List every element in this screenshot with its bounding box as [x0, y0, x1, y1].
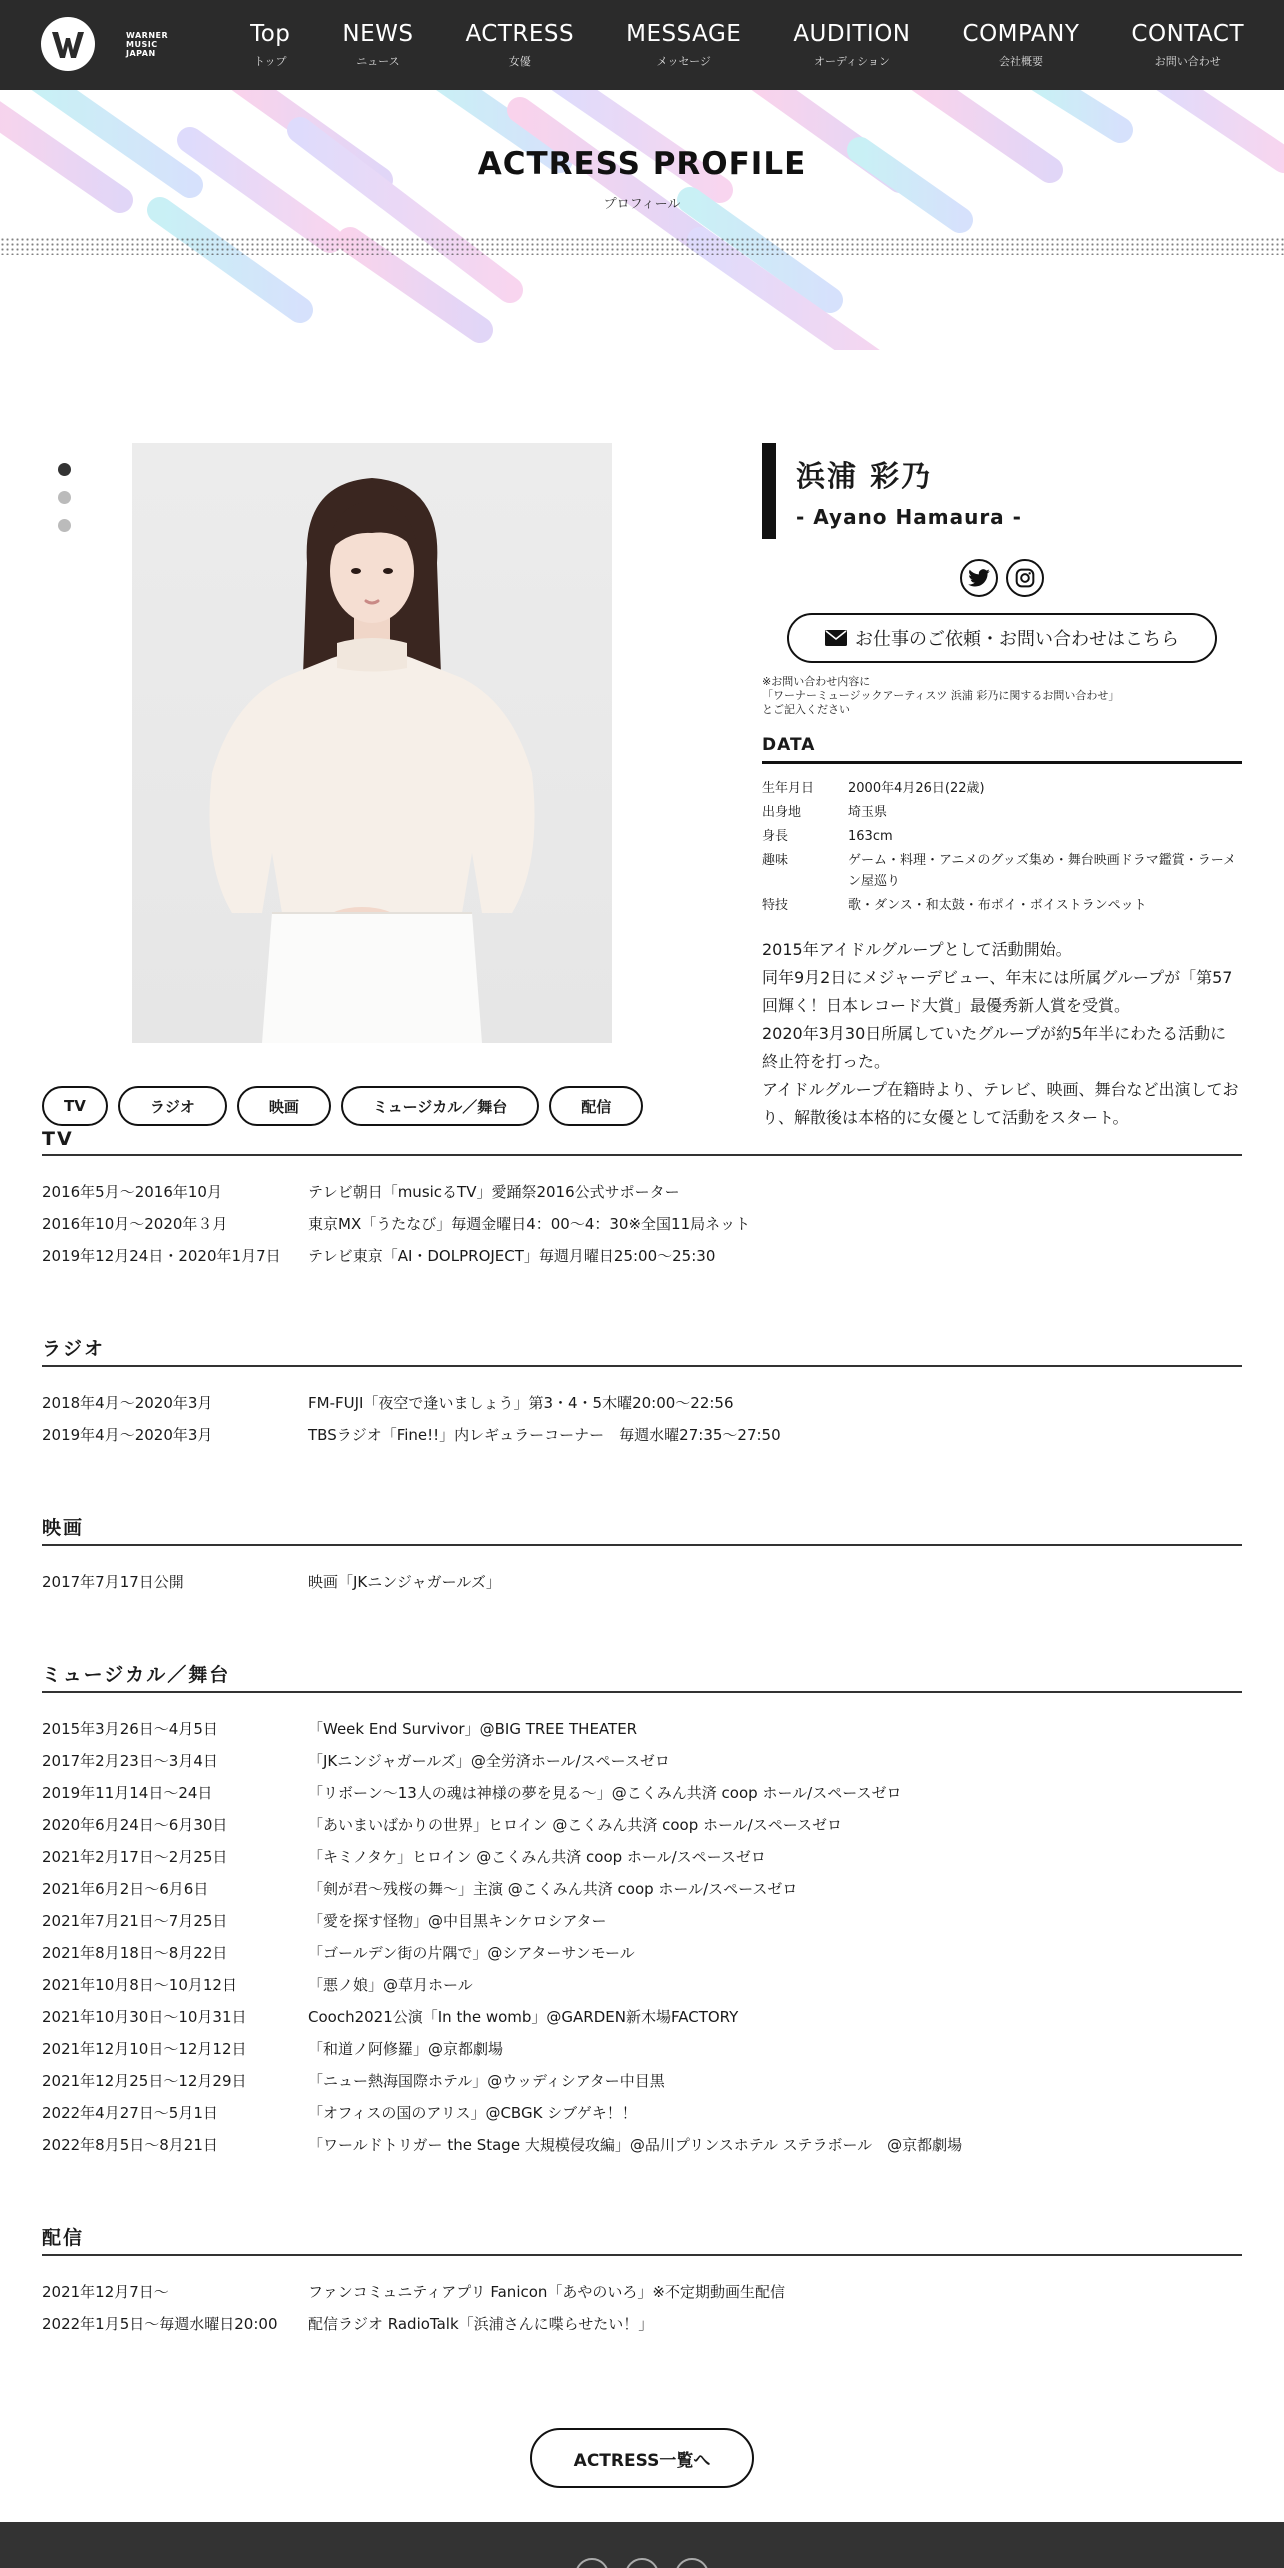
item-detail: 「悪ノ娘」@草月ホール	[308, 1976, 473, 1994]
nav-label: COMPANY	[962, 21, 1080, 47]
item-date: 2021年12月25日～12月29日	[42, 2072, 247, 2090]
data-label: 出身地	[762, 805, 802, 820]
section-title: 配信	[42, 2223, 1242, 2256]
note-line: ※お問い合わせ内容に	[762, 675, 871, 688]
profile-info	[762, 443, 1242, 1132]
footer-social-icon[interactable]	[675, 2558, 709, 2568]
filter-tv[interactable]: TV	[42, 1086, 108, 1126]
section-movie	[0, 1513, 1284, 1598]
nav-label: CONTACT	[1131, 21, 1244, 47]
page-title: ACTRESS PROFILE	[477, 146, 807, 182]
note-line: 「ワーナーミュージックアーティスツ 浜浦 彩乃に関するお問い合わせ」	[762, 689, 1120, 702]
nav-label: MESSAGE	[626, 21, 742, 47]
nav-sublabel: メッセージ	[656, 55, 711, 68]
list-item	[42, 1208, 1242, 1240]
photo-slider-dots	[58, 463, 71, 532]
item-date: 2021年10月8日～10月12日	[42, 1976, 237, 1994]
actress-photo	[132, 443, 612, 1043]
main-nav	[224, 0, 1244, 90]
twitter-link[interactable]	[960, 559, 998, 597]
wmj-logo-icon	[40, 16, 122, 72]
item-detail: ファンコミュニティアプリ Fanicon「あやのいろ」※不定期動画生配信	[308, 2283, 785, 2301]
logo-text	[126, 31, 168, 58]
nav-sublabel: トップ	[253, 55, 287, 68]
section-title: 映画	[42, 1513, 1242, 1546]
nav-sublabel: オーディション	[813, 55, 890, 68]
movie-list	[42, 1566, 1242, 1598]
tv-list	[42, 1176, 1242, 1272]
nav-label: ACTRESS	[465, 21, 575, 47]
nav-item-news[interactable]	[316, 0, 439, 90]
list-item	[42, 1387, 1242, 1419]
item-date: 2016年10月～2020年３月	[42, 1215, 228, 1233]
item-detail: 「キミノタケ」ヒロイン @こくみん共済 coop ホール/スペースゼロ	[308, 1848, 766, 1866]
section-title: TV	[42, 1128, 1242, 1156]
category-filters	[0, 1086, 685, 1126]
bio-paragraph: 同年9月2日にメジャーデビュー、年末には所属グループが「第57回輝く！日本レコード大賞」最優秀新人賞を受賞。	[762, 968, 1233, 1015]
list-item	[42, 1566, 1242, 1598]
data-heading: DATA	[762, 735, 1242, 764]
data-value: ゲーム・料理・アニメのグッズ集め・舞台映画ドラマ鑑賞・ラーメン屋巡り	[848, 853, 1237, 889]
item-detail: 「リボーン〜13人の魂は神様の夢を見る〜」@こくみん共済 coop ホール/スペースゼロ	[308, 1784, 902, 1802]
bio-paragraph: アイドルグループ在籍時より、テレビ、映画、舞台など出演しており、解散後は本格的に女優として活動をスタート。	[762, 1080, 1239, 1127]
list-item	[42, 1419, 1242, 1451]
item-date: 2017年2月23日～3月4日	[42, 1752, 218, 1770]
mail-icon	[825, 630, 847, 646]
item-detail: TBSラジオ「Fine!!」内レギュラーコーナー 毎週水曜27:35～27:50	[308, 1426, 781, 1444]
list-item	[42, 1176, 1242, 1208]
slider-dot[interactable]	[58, 491, 71, 504]
item-date: 2020年6月24日～6月30日	[42, 1816, 228, 1834]
list-item	[42, 2001, 1242, 2033]
item-detail: 「ニュー熱海国際ホテル」@ウッディシアター中目黒	[308, 2072, 665, 2090]
item-detail: 「オフィスの国のアリス」@CBGK シブゲキ！！	[308, 2104, 637, 2122]
list-item	[42, 1873, 1242, 1905]
list-item	[42, 2097, 1242, 2129]
list-item	[42, 2033, 1242, 2065]
actress-name-ja: 浜浦 彩乃	[796, 458, 933, 493]
list-item	[42, 2065, 1242, 2097]
item-detail: テレビ東京「AI・DOLPROJECT」毎週月曜日25:00～25:30	[308, 1247, 716, 1265]
nav-sublabel: 女優	[508, 55, 531, 68]
streaming-list	[42, 2276, 1242, 2340]
biography	[762, 936, 1242, 1132]
item-detail: 「あいまいばかりの世界」ヒロイン @こくみん共済 coop ホール/スペースゼロ	[308, 1816, 842, 1834]
logo-line: WARNER	[126, 30, 169, 40]
item-detail: 映画「JKニンジャガールズ」	[308, 1573, 501, 1591]
section-streaming	[0, 2223, 1284, 2340]
actress-portrait-illustration	[132, 443, 612, 1043]
footer-social-icons	[0, 2522, 1284, 2568]
list-item	[42, 1969, 1242, 2001]
nav-label: NEWS	[342, 21, 414, 47]
page-subtitle: プロフィール	[603, 197, 681, 212]
list-item	[42, 1777, 1242, 1809]
nav-label: Top	[250, 21, 291, 47]
item-date: 2019年4月～2020年3月	[42, 1426, 213, 1444]
warner-music-japan-logo[interactable]	[40, 16, 168, 72]
item-detail: 「和道ノ阿修羅」@京都劇場	[308, 2040, 504, 2058]
item-date: 2021年10月30日～10月31日	[42, 2008, 247, 2026]
nav-item-audition[interactable]	[767, 0, 936, 90]
item-detail: 「ワールドトリガー the Stage 大規模侵攻編」@品川プリンスホテル ステラボール @京都劇場	[308, 2136, 963, 2154]
nav-item-message[interactable]	[600, 0, 767, 90]
nav-sublabel: 会社概要	[998, 55, 1043, 68]
nav-item-top[interactable]	[224, 0, 316, 90]
item-date: 2017年7月17日公開	[42, 1573, 184, 1591]
list-item	[42, 2129, 1242, 2161]
actress-name-en: - Ayano Hamaura -	[796, 504, 1022, 529]
data-row-height	[762, 826, 1242, 847]
nav-label: AUDITION	[793, 21, 911, 47]
item-date: 2021年8月18日～8月22日	[42, 1944, 228, 1962]
list-item	[42, 1809, 1242, 1841]
item-date: 2021年7月21日～7月25日	[42, 1912, 228, 1930]
back-wrap	[0, 2428, 1284, 2488]
footer-social-icon[interactable]	[575, 2558, 609, 2568]
filter-movie[interactable]: 映画	[237, 1086, 331, 1126]
site-header	[0, 0, 1284, 90]
data-row-birthday	[762, 778, 1242, 799]
item-date: 2021年2月17日～2月25日	[42, 1848, 228, 1866]
nav-item-company[interactable]	[937, 0, 1106, 90]
item-detail: 配信ラジオ RadioTalk「浜浦さんに喋らせたい！」	[308, 2315, 654, 2333]
item-detail: 東京MX「うたなび」毎週金曜日4：00～4：30※全国11局ネット	[308, 1215, 751, 1233]
section-title: ミュージカル／舞台	[42, 1660, 1242, 1693]
filter-streaming[interactable]: 配信	[549, 1086, 643, 1126]
filter-stage[interactable]: ミュージカル／舞台	[341, 1086, 539, 1126]
section-title: ラジオ	[42, 1334, 1242, 1367]
item-detail: 「JKニンジャガールズ」@全労済ホール/スペースゼロ	[308, 1752, 670, 1770]
sns-links	[762, 559, 1242, 597]
item-detail: テレビ朝日「musicるTV」愛踊祭2016公式サポーター	[308, 1183, 680, 1201]
logo-line: MUSIC	[126, 39, 158, 49]
item-date: 2019年11月14日〜24日	[42, 1784, 213, 1802]
list-item	[42, 1937, 1242, 1969]
dot-pattern-band	[0, 237, 1284, 255]
actress-list-button[interactable]: ACTRESS一覧へ	[530, 2428, 754, 2488]
contact-inquiry-button[interactable]	[787, 613, 1217, 663]
data-value: 歌・ダンス・和太鼓・布ポイ・ボイストランペット	[848, 898, 1147, 913]
logo-line: JAPAN	[126, 48, 156, 58]
item-detail: 「ゴールデン街の片隅で」@シアターサンモール	[308, 1944, 635, 1962]
data-row-birthplace	[762, 802, 1242, 823]
decorative-stripes	[0, 90, 1284, 350]
slider-dot[interactable]	[58, 463, 71, 476]
site-footer	[0, 2522, 1284, 2568]
item-date: 2021年12月10日～12月12日	[42, 2040, 247, 2058]
stage-list	[42, 1713, 1242, 2161]
item-date: 2015年3月26日～4月5日	[42, 1720, 218, 1738]
footer-social-icon[interactable]	[625, 2558, 659, 2568]
inquiry-note	[762, 675, 1242, 717]
data-label: 趣味	[762, 853, 789, 868]
list-item	[42, 1905, 1242, 1937]
item-date: 2022年8月5日～8月21日	[42, 2136, 218, 2154]
section-tv	[0, 1128, 1284, 1272]
instagram-link[interactable]	[1006, 559, 1044, 597]
item-detail: 「剣が君～残桜の舞～」主演 @こくみん共済 coop ホール/スペースゼロ	[308, 1880, 798, 1898]
item-detail: Cooch2021公演「In the womb」@GARDEN新木場FACTORY	[308, 2008, 739, 2026]
nav-sublabel: お問い合わせ	[1154, 55, 1221, 68]
item-date: 2016年5月～2016年10月	[42, 1183, 222, 1201]
section-stage	[0, 1660, 1284, 2161]
nav-sublabel: ニュース	[356, 55, 400, 68]
data-label: 身長	[762, 829, 789, 844]
data-row-hobby	[762, 850, 1242, 892]
item-date: 2021年12月7日～	[42, 2283, 169, 2301]
list-item	[42, 1713, 1242, 1745]
item-date: 2019年12月24日・2020年1月7日	[42, 1247, 281, 1265]
item-date: 2018年4月～2020年3月	[42, 1394, 213, 1412]
data-label: 生年月日	[762, 781, 815, 796]
list-item	[42, 1745, 1242, 1777]
list-item	[42, 2308, 1242, 2340]
data-row-skill	[762, 895, 1242, 916]
item-detail: 「Week End Survivor」@BIG TREE THEATER	[308, 1720, 638, 1738]
nav-item-contact[interactable]	[1105, 0, 1244, 90]
section-radio	[0, 1334, 1284, 1451]
twitter-icon	[968, 569, 990, 587]
name-block	[762, 443, 1242, 539]
note-line: とご記入ください	[762, 703, 850, 716]
filter-radio[interactable]: ラジオ	[118, 1086, 227, 1126]
data-label: 特技	[762, 898, 789, 913]
list-item	[42, 1240, 1242, 1272]
nav-item-actress[interactable]	[439, 0, 600, 90]
item-detail: 「愛を探す怪物」@中目黒キンケロシアター	[308, 1912, 607, 1930]
radio-list	[42, 1387, 1242, 1451]
hero-banner	[0, 90, 1284, 350]
item-date: 2022年1月5日～毎週水曜日20:00	[42, 2315, 278, 2333]
list-item	[42, 1841, 1242, 1873]
item-date: 2022年4月27日～5月1日	[42, 2104, 218, 2122]
list-item	[42, 2276, 1242, 2308]
slider-dot[interactable]	[58, 519, 71, 532]
bio-paragraph: 2015年アイドルグループとして活動開始。	[762, 940, 1072, 959]
profile-section	[0, 443, 1284, 1143]
item-detail: FM-FUJI「夜空で逢いましょう」第3・4・5木曜20:00～22:56	[308, 1394, 734, 1412]
bio-paragraph: 2020年3月30日所属していたグループが約5年半にわたる活動に終止符を打った。	[762, 1024, 1227, 1071]
data-value: 2000年4月26日(22歳)	[848, 781, 985, 796]
profile-data-table	[762, 778, 1242, 916]
item-date: 2021年6月2日～6月6日	[42, 1880, 209, 1898]
data-value: 163cm	[848, 829, 893, 844]
data-value: 埼玉県	[848, 805, 888, 820]
contact-button-label: お仕事のご依頼・お問い合わせはこちら	[855, 629, 1179, 650]
instagram-icon	[1015, 568, 1035, 588]
